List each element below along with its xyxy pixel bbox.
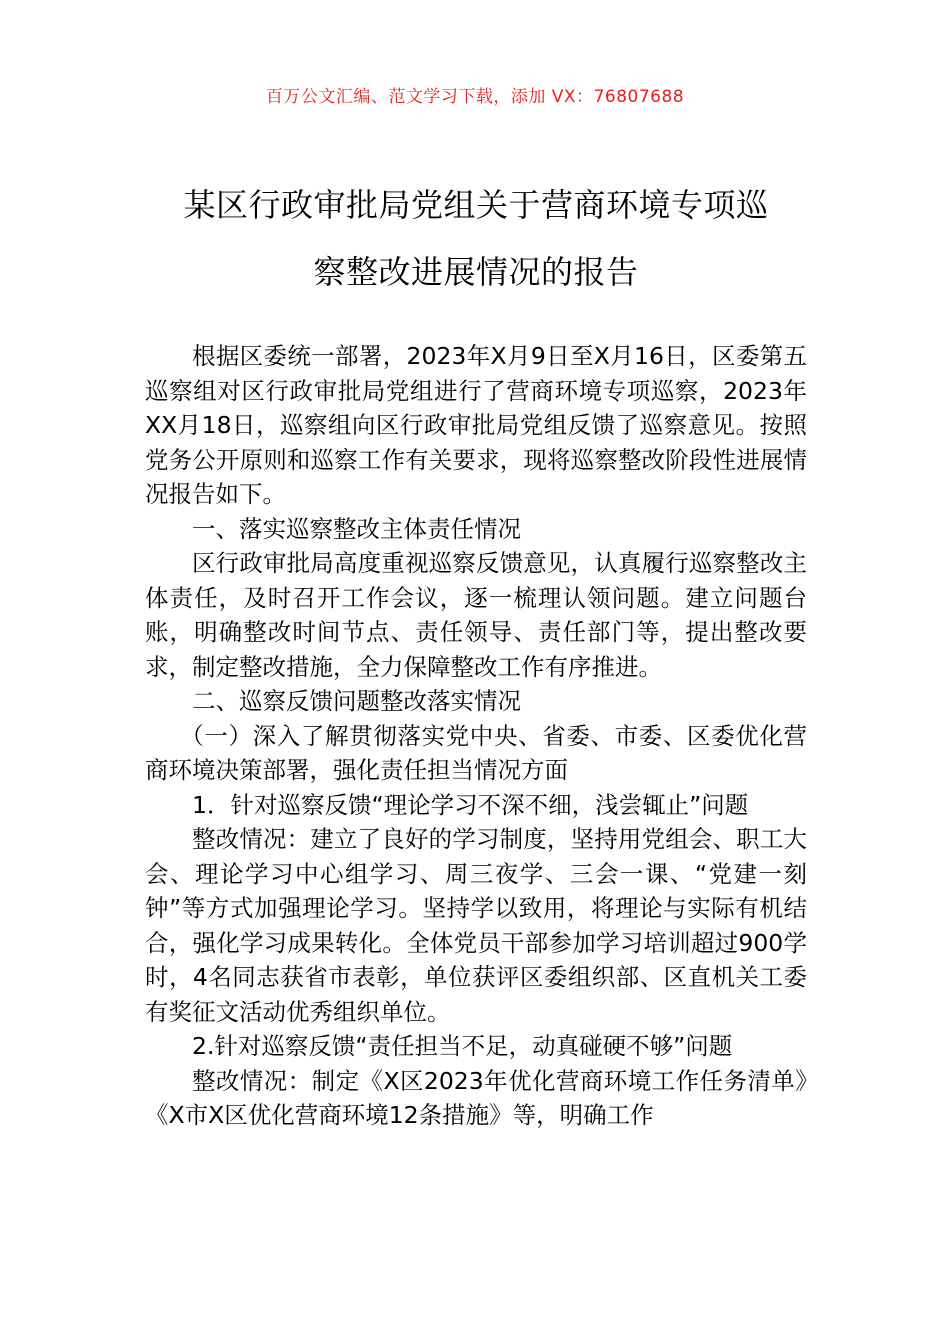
document-body [145, 339, 807, 1133]
item-2-paragraph: 整改情况：制定《X区2023年优化营商环境工作任务清单》《X市X区优化营商环境12条措施》等，明确工作 [145, 1066, 807, 1129]
title-line-1: 某区行政审批局党组关于营商环境专项巡 [183, 186, 769, 224]
intro-paragraph: 根据区委统一部署，2023年X月9日至X月16日，区委第五巡察组对区行政审批局党组进行了营商环境专项巡察，2023年XX月18日，巡察组向区行政审批局党组反馈了巡察意见。按照党务公开原则和巡察工作有关要求，现将巡察整改阶段性进展情况报告如下。 [145, 342, 807, 508]
section-heading-2: 二、巡察反馈问题整改落实情况 [192, 687, 521, 715]
subsection-heading-1: （一）深入了解贯彻落实党中央、省委、市委、区委优化营商环境决策部署，强化责任担当情况方面 [145, 721, 807, 784]
item-1-paragraph: 整改情况：建立了良好的学习制度，坚持用党组会、职工大会、理论学习中心组学习、周三夜学、三会一课、“党建一刻钟”等方式加强理论学习。坚持学以致用，将理论与实际有机结合，强化学习成果转化。全体党员干部参加学习培训超过900学时，4名同志获省市表彰，单位获评区委组织部、区直机关工委有奖征文活动优秀组织单位。 [145, 825, 807, 1026]
document-title [145, 172, 807, 306]
section-heading-1: 一、落实巡察整改主体责任情况 [192, 514, 521, 543]
watermark-banner: 百万公文汇编、范文学习下载，添加 VX：76807688 [265, 87, 685, 107]
section-1-paragraph: 区行政审批局高度重视巡察反馈意见，认真履行巡察整改主体责任，及时召开工作会议，逐一梳理认领问题。建立问题台账，明确整改时间节点、责任领导、责任部门等，提出整改要求，制定整改措施，全力保障整改工作有序推进。 [145, 549, 807, 681]
item-heading-2: 2.针对巡察反馈“责任担当不足，动真碰硬不够”问题 [192, 1032, 733, 1060]
item-heading-1: 1．针对巡察反馈“理论学习不深不细，浅尝辄止”问题 [192, 790, 749, 819]
title-line-2: 察整改进展情况的报告 [313, 253, 639, 291]
